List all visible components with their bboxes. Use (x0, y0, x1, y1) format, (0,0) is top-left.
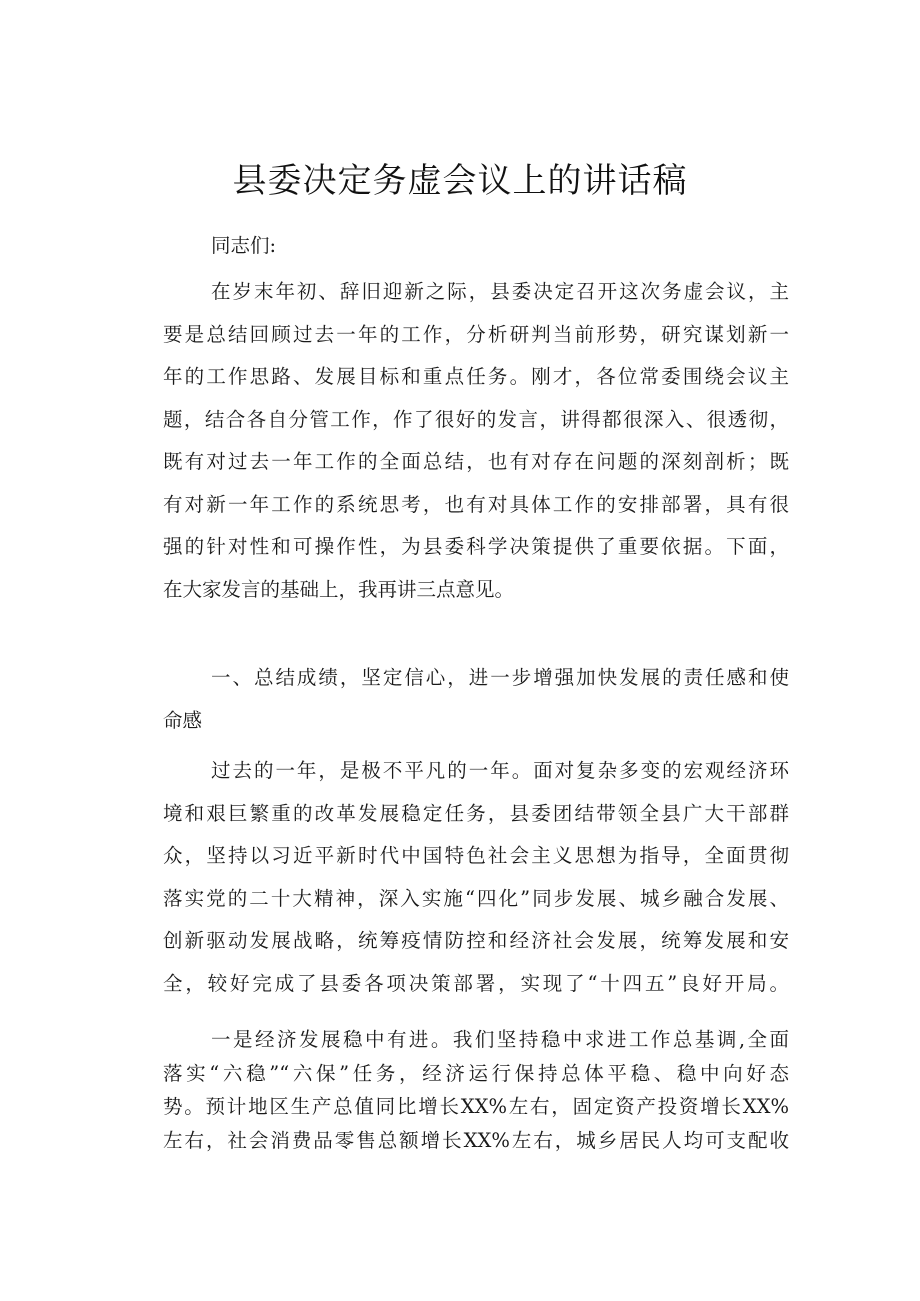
paragraph-line: 落实党的二十大精神，深入实施“四化”同步发展、城乡融合发展、 (163, 886, 789, 910)
paragraph-line: 全，较好完成了县委各项决策部署，实现了“十四五”良好开局。 (163, 971, 789, 995)
paragraph-line: 有对新一年工作的系统思考，也有对具体工作的安排部署，具有很 (163, 492, 789, 516)
paragraph-line: 年的工作思路、发展目标和重点任务。刚才，各位常委围绕会议主 (163, 365, 789, 388)
paragraph-line: 过去的一年，是极不平凡的一年。面对复杂多变的宏观经济环 (211, 759, 789, 782)
paragraph-review (163, 750, 789, 1005)
paragraph-line: 左右，社会消费品零售总额增长XX%左右，城乡居民人均可支配收 (163, 1128, 789, 1152)
paragraph-line: 在大家发言的基础上，我再讲三点意见。 (163, 577, 515, 601)
paragraph-line: 落实“六稳”“六保”任务，经济运行保持总体平稳、稳中向好态 (163, 1061, 789, 1085)
paragraph-line: 境和艰巨繁重的改革发展稳定任务，县委团结带领全县广大干部群 (163, 801, 789, 825)
paragraph-line: 众，坚持以习近平新时代中国特色社会主义思想为指导，全面贯彻 (163, 844, 789, 867)
paragraph-opening (163, 271, 789, 611)
paragraph-line: 要是总结回顾过去一年的工作，分析研判当前形势，研究谋划新一 (163, 322, 789, 346)
heading-line: 命感 (163, 708, 203, 732)
paragraph-line: 势。预计地区生产总值同比增长XX%左右，固定资产投资增长XX% (163, 1095, 789, 1118)
document-title: 县委决定务虚会议上的讲话稿 (232, 161, 688, 201)
paragraph-line: 在岁末年初、辞旧迎新之际，县委决定召开这次务虚会议，主 (211, 280, 789, 303)
paragraph-line: 创新驱动发展战略，统筹疫情防控和经济社会发展，统筹发展和安 (163, 929, 789, 952)
heading-line: 一、总结成绩，坚定信心，进一步增强加快发展的责任感和使 (211, 666, 789, 689)
paragraph-line: 题，结合各自分管工作，作了很好的发言，讲得都很深入、很透彻， (163, 407, 789, 431)
section-heading-one (163, 657, 789, 742)
paragraph-line: 强的针对性和可操作性，为县委科学决策提供了重要依据。下面， (163, 535, 789, 558)
paragraph-line: 一是经济发展稳中有进。我们坚持稳中求进工作总基调,全面 (211, 1028, 789, 1051)
salutation: 同志们: (211, 234, 277, 257)
paragraph-economy (163, 1023, 789, 1157)
paragraph-line: 既有对过去一年工作的全面总结，也有对存在问题的深刻剖析；既 (163, 450, 789, 473)
